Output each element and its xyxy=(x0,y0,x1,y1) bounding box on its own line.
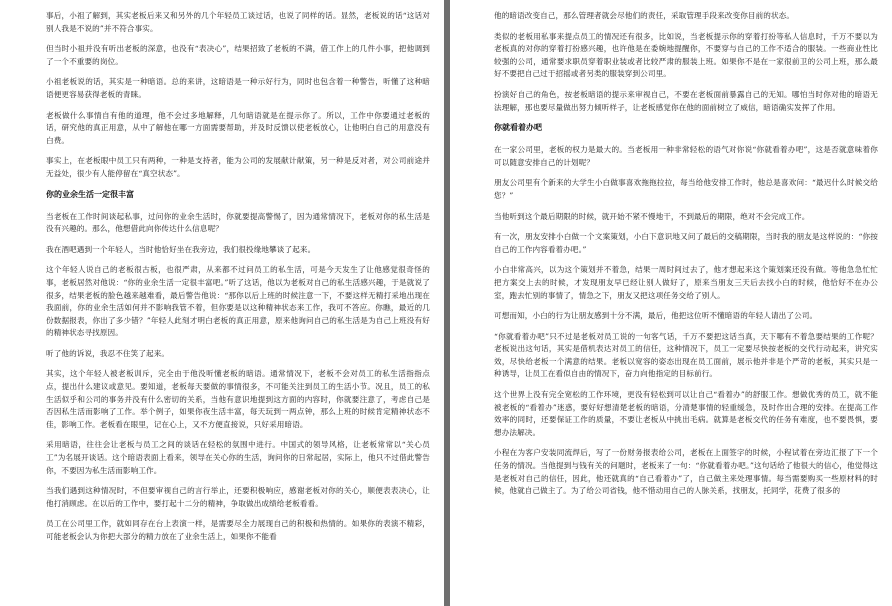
paragraph: 扮演好自己的角色，按老板暗语的提示来审视自己，不要在老板面前暴露自己的无知。哪怕当时你对他的暗语无法理解，那也要尽量做出努力倾听样子，让老板感觉你在他的面前树立了威信，暗语确实发挥了作用。 xyxy=(494,89,878,112)
left-page xyxy=(0,0,444,606)
paragraph: 事后，小祖了解到，其实老板后来又和另外的几个年轻员工谈过话，也说了同样的话。显然，老板说的话“这话对别人我是不说的”并不符合事实。 xyxy=(46,11,430,33)
paragraph: 听了他的诉说，我忍不住笑了起来。 xyxy=(46,348,170,358)
paragraph: 我在酒吧遇到一个年轻人，当时他恰好坐在我旁边，我们很投缘地攀谈了起来。 xyxy=(46,244,316,254)
section-heading: 你就看着办吧 xyxy=(494,123,542,133)
right-page-content xyxy=(494,10,878,498)
paragraph: 但当时小祖并没有听出老板的深意，也没有“表决心”，结果招致了老板的不满，借工作上的几件小事，把他调到了一个不重要的岗位。 xyxy=(46,44,430,66)
right-page xyxy=(450,0,892,606)
paragraph: 这个世界上没有完全宽松的工作环境，更没有轻松到可以让自己“看着办”的舒服工作。想做优秀的员工，就不能被老板的“看着办”迷惑，要好好想清楚老板的暗语，分清楚事情的轻重缓急，及时作出合理的安排。在提高工作效率的同时，还要保证工作的质量，不要让老板从中挑出毛病。就算是老板交代的任务有难度，也不要畏惧，要想办法解决。 xyxy=(494,390,878,437)
paragraph: 他的暗语改变自己，那么管理者就会尽他们的责任，采取管理手段来改变你目前的状态。 xyxy=(494,11,795,20)
paragraph: 有一次，朋友安排小白做一个文案策划，小白下意识地又问了最后的交稿期限，当时我的朋友是这样说的：“你按自己的工作内容看着办吧。” xyxy=(494,232,878,254)
paragraph: 当我们遇到这种情况时，不但要审视自己的言行举止，还要积极响应，感谢老板对你的关心，顺便表表决心，让他打消顾虑。在以后的工作中，要打起十二分的精神，争取做出成绩给老板看看。 xyxy=(46,486,430,508)
paragraph: 事实上，在老板眼中员工只有两种，一种是支持者，能为公司的发展献计献策，另一种是反对者，对公司前途并无益处，很少有人能停留在“真空状态”。 xyxy=(46,156,430,178)
paragraph: 类似的老板用私事来提点员工的情况还有很多，比如说，当老板提示你的穿着打扮等私人信息时，千万不要以为老板真的对你的穿着打扮感兴趣，也许他是在委婉地提醒你，不要穿与自己的工作不适合的服装。一些商业性比较强的公司，通常要求职员穿着职业装或者比较严肃的服装上班。如果你不是在一家很前卫的公司上班，那么最好不要把自己过于招摇或者另类的服装穿到公司里。 xyxy=(494,31,878,79)
paragraph: 可想而知，小白的行为让朋友感到十分不满，最后，他把这位听不懂暗语的年轻人请出了公司。 xyxy=(494,311,818,321)
paragraph: 老板做什么事情自有他的道理，他不会过多地解释，几句暗语就是在提示你了。所以，工作中你要通过老板的话，研究他的真正用意，从中了解他在哪一方面需要帮助，并及时反馈以使老板放心，让他明白自己的用意没有白费。 xyxy=(46,110,430,145)
section-heading: 你的业余生活一定很丰富 xyxy=(46,189,134,199)
paragraph: 其实，这个年轻人被老板训斥，完全由于他没听懂老板的暗语。通常情况下，老板不会对员工的私生活指指点点，提出什么建议或意见。要知道，老板每天要做的事情很多，不可能关注到员工的生活小节。况且，员工的私生活似乎和公司的事务并没有什么密切的关系，当他有意识地提到这方面的内容时，你就要注意了，考虑自己是否因私生活而影响了工作。举个例子，如果你夜生活丰富，每天玩到一两点钟，那么上班的时候肯定精神状态不佳，影响工作。老板看在眼里，记在心上，又不方便直接说，只好采用暗语。 xyxy=(46,369,430,429)
paragraph: 当他听到这个最后期限的时候，就开始不紧不慢地干，不到最后的期限，绝对不会完成工作。 xyxy=(494,211,810,221)
paragraph: 当老板在工作时间谈起私事，过问你的业余生活时，你就要提高警惕了，因为通常情况下，老板对你的私生活是没有兴趣的。那么，他想借此向你传达什么信息呢？ xyxy=(46,211,430,234)
paragraph: 小程在为客户安装同流焊后，写了一份财务报表给公司，老板在上面签字的时候，小程试着在旁边汇报了下一个任务的情况。当他提到与钱有关的问题时，老板来了一句：“你就看着办吧。”这句话给了他很大的信心，他觉得这是老板对自己的信任，因此，他还就真的“自己看着办”了，自己做主来处理事情。每当需要购买一些原材料的时候，他就自己做主了。为了给公司省钱，他不惜动用自己的人脉关系，找朋友，托同学，花费了很多的 xyxy=(494,448,878,496)
paragraph: “你就看着办吧”只不过是老板对员工说的一句客气话，千万不要把这话当真，天下哪有不着急要结果的工作呢？老板说出这句话，其实是借机表达对员工的信任，这种情况下，员工一定要尽快按老板的交代行动起来，讲究实效，尽快给老板一个满意的结果。老板以宽容的姿态出现在员工面前，展示他并非是个严苛的老板，其实只是一种诱导，让员工在看似自由的情况下，奋力向他指定的目标前行。 xyxy=(494,331,878,379)
paragraph: 小祖老板说的话，其实是一种暗语。总的来讲，这暗语是一种示好行为，同时也包含着一种警告，听懂了这种暗语便更容易获得老板的青睐。 xyxy=(46,77,430,99)
left-page-content xyxy=(46,10,430,544)
paragraph: 采用暗语，往往会让老板与员工之间的谈话在轻松的氛围中进行。中国式的领导风格，让老板常常以“关心员工”为名展开谈话。这个暗语表面上看来，领导在关心你的生活，询问你的日常起居，实际上，他只不过借此警告你，不要因为私生活而影响工作。 xyxy=(46,440,430,475)
paragraph: 这个年轻人说自己的老板很古板，也很严肃，从来都不过问员工的私生活，可是今天发生了让他感觉很奇怪的事，老板居然对他说：“你的业余生活一定很丰富吧。”听了这话，他以为老板对自己的私生活感兴趣，于是就说了很多，结果老板的脸色越来越难看，最后警告他说：“那你以后上班的时候注意一下，不要这样无精打采地出现在我面前，你的业余生活如何并不影响我管不着，但你要是以这种精神状态来工作，我可不答应。你瞧，最近的几份数据报表，你出了多少错？”年轻人此刻才明白老板的真正用意，原来他询问自己的私生活是为自己上班没有好的精神状态寻找原因。 xyxy=(46,265,430,338)
paragraph: 小白非常高兴，以为这个策划并不着急，结果一周时间过去了，他才想起来这个策划案还没有做。等他急急忙忙把方案交上去的时候，才发现朋友早已经让别人做好了，原来当朋友三天后去找小白的时候，他恰好不在办公室，跑去忙别的事情了，情急之下，朋友又把这项任务交给了别人。 xyxy=(494,265,878,300)
paragraph: 朋友公司里有个新来的大学生小白做事喜欢拖拖拉拉，每当给他安排工作时，他总是喜欢问：“最迟什么时候交给您？” xyxy=(494,178,878,200)
paragraph: 在一家公司里，老板的权力是最大的。当老板用一种非常轻松的语气对你说“你就看着办吧”，这是否就意味着你可以随意安排自己的计划呢？ xyxy=(494,145,878,167)
paragraph: 员工在公司里工作，就如同存在台上表演一样，是需要尽全力展现自己的积极和热情的。如果你的表演不精彩，可能老板会认为你把大部分的精力放在了业余生活上，如果你不能看 xyxy=(46,519,430,541)
